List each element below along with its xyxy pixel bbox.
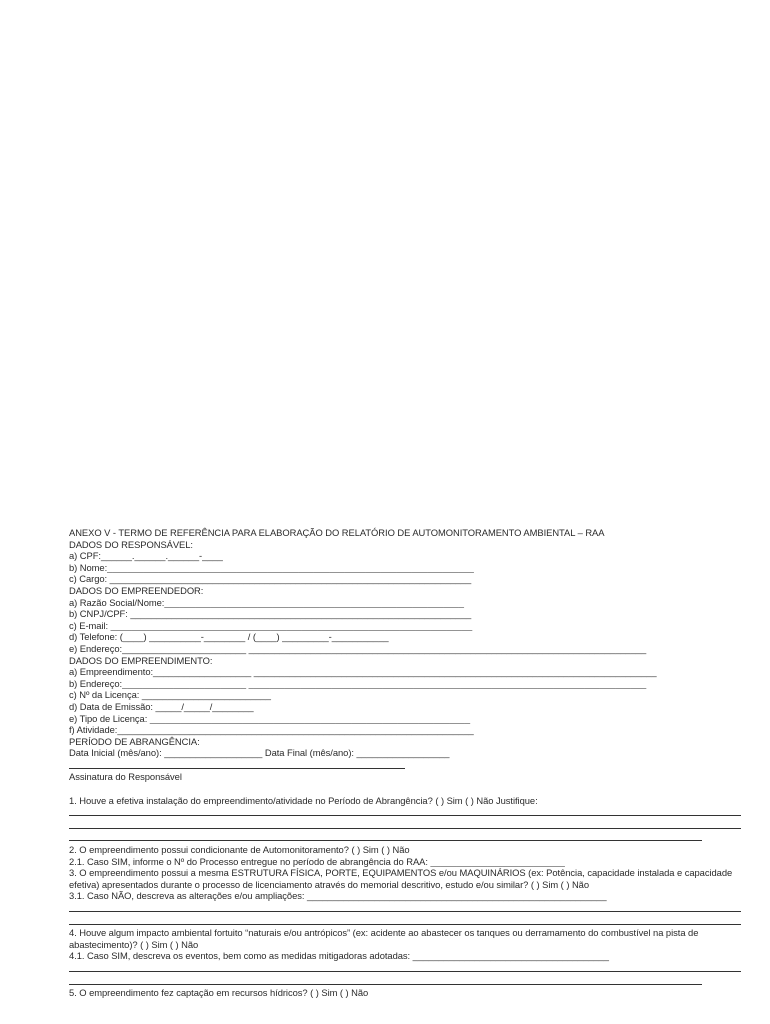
field-tipo-licenca: e) Tipo de Licença: ______________________________________________________________ (69, 712, 470, 724)
question-4-1: 4.1. Caso SIM, descreva os eventos, bem como as medidas mitigadoras adotadas: ______________________________________ (69, 950, 609, 962)
field-cnpj-cpf: b) CNPJ/CPF: __________________________________________________________________ (69, 608, 472, 620)
field-datas: Data Inicial (mês/ano): ___________________ Data Final (mês/ano): __________________ (69, 747, 450, 759)
answer-line (69, 915, 741, 925)
document-title: ANEXO V - TERMO DE REFERÊNCIA PARA ELABORAÇÃO DO RELATÓRIO DE AUTOMONITORAMENTO AMBIENTAL – RAA (69, 527, 605, 538)
field-cargo: c) Cargo: ______________________________________________________________________ (69, 573, 472, 585)
field-numero-licenca: c) Nº da Licença: _________________________ (69, 689, 271, 701)
answer-line (69, 819, 741, 829)
question-2-1: 2.1. Caso SIM, informe o Nº do Processo entregue no período de abrangência do RAA: __________________________ (69, 855, 565, 867)
field-telefone: d) Telefone: (____) __________-________ / (____) _________-___________ (69, 631, 389, 643)
section-heading-responsavel: DADOS DO RESPONSÁVEL: (69, 538, 193, 550)
signature-label: Assinatura do Responsável (69, 771, 182, 783)
raa-form (69, 527, 741, 999)
question-5: 5. O empreendimento fez captação em recursos hídricos? ( ) Sim ( ) Não (69, 987, 369, 999)
section-heading-empreendedor: DADOS DO EMPREENDEDOR: (69, 584, 204, 596)
field-endereco-empreendedor: e) Endereço:________________________ _____________________________________________________________________________ (69, 642, 647, 654)
section-heading-periodo: PERÍODO DE ABRANGÊNCIA: (69, 735, 200, 747)
question-2: 2. O empreendimento possui condicionante de Automonitoramento? ( ) Sim ( ) Não (69, 844, 410, 856)
answer-line (69, 975, 702, 985)
field-empreendimento: a) Empreendimento:___________________ ______________________________________________________________________________ (69, 666, 657, 678)
section-heading-empreendimento: DADOS DO EMPREENDIMENTO: (69, 654, 213, 666)
question-4: 4. Houve algum impacto ambiental fortuito “naturais e/ou antrópicos” (ex: acidente ao abastecer os tanques ou derramamento do combustível na pista de abastecimento)? ( ) Sim ( ) Não (69, 927, 699, 950)
field-nome: b) Nome:_______________________________________________________________________ (69, 561, 474, 573)
question-1: 1. Houve a efetiva instalação do empreendimento/atividade no Período de Abrangência? ( ) Sim ( ) Não Justifique: (69, 794, 538, 806)
field-razao-social: a) Razão Social/Nome:__________________________________________________________ (69, 596, 464, 608)
field-data-emissao: d) Data de Emissão: _____/_____/________ (69, 700, 254, 712)
spacer (69, 783, 741, 795)
question-3: 3. O empreendimento possui a mesma ESTRUTURA FÍSICA, PORTE, EQUIPAMENTOS e/ou MAQUINÁRIOS (ex: Potência, capacidade instalada e capacidade efetiva) apresentados durante o processo de licenciamento através do memorial descritivo, estudo e/ou similar? ( ) Sim ( ) Não (69, 867, 733, 890)
field-atividade: f) Atividade:_____________________________________________________________________ (69, 724, 474, 736)
answer-line (69, 962, 741, 972)
answer-line (69, 806, 741, 816)
answer-line (69, 831, 702, 841)
field-email: c) E-mail: ______________________________________________________________________ (69, 619, 473, 631)
signature-line (69, 759, 405, 769)
question-3-1: 3.1. Caso NÃO, descreva as alterações e/ou ampliações: __________________________________________________________ (69, 890, 607, 902)
answer-line (69, 902, 741, 912)
field-endereco-empreendimento: b) Endereço:________________________ _____________________________________________________________________________ (69, 677, 647, 689)
field-cpf: a) CPF:______.______.______-____ (69, 550, 223, 562)
